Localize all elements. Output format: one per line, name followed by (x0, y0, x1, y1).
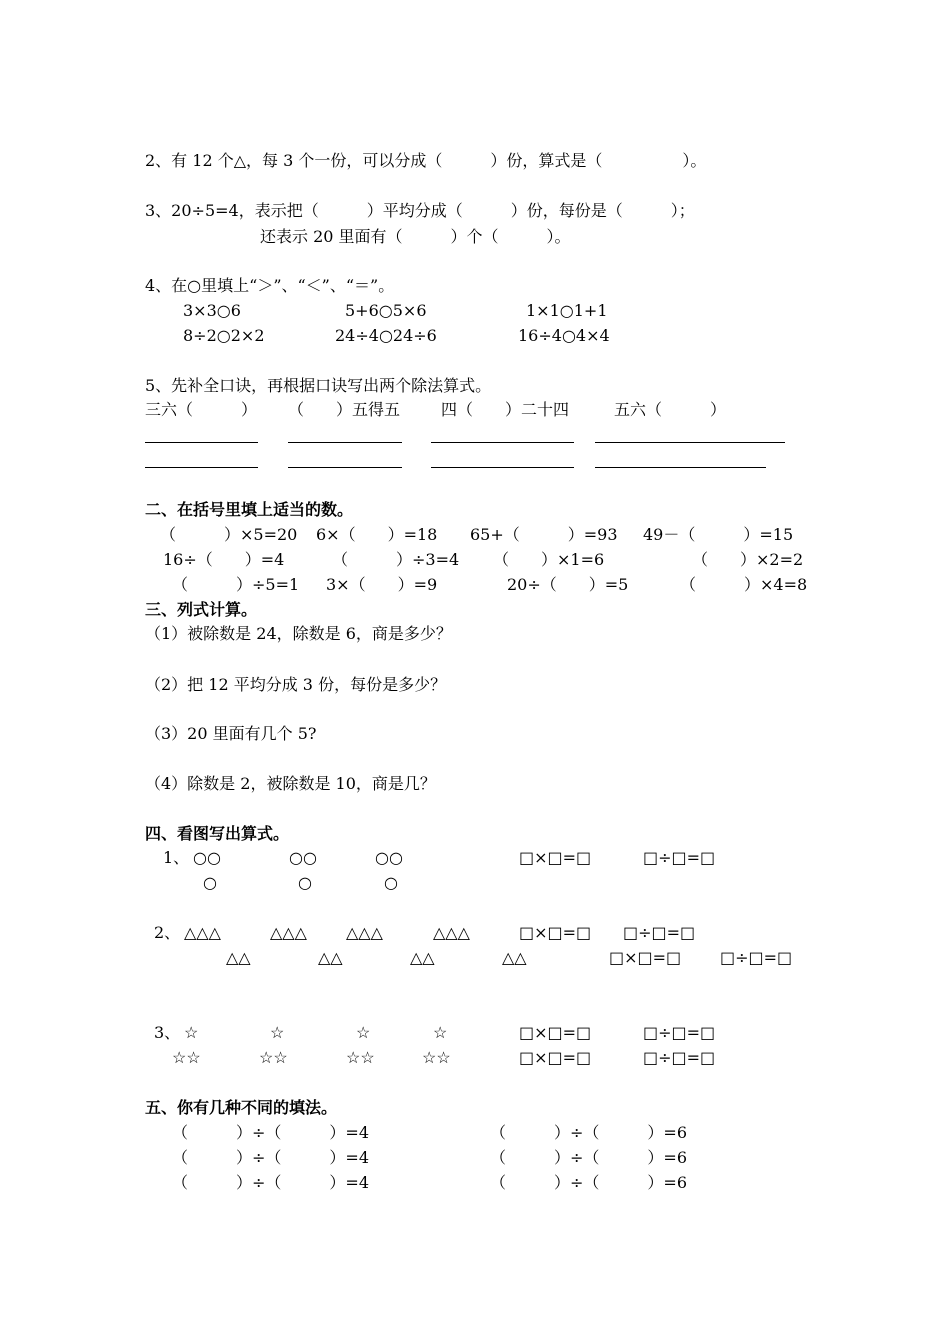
compare-item: 8÷2○2×2 (183, 326, 265, 345)
word-problem: （2）把 12 平均分成 3 份，每份是多少？ (145, 675, 447, 694)
fill-item: （ ）×4=8 (680, 575, 808, 594)
triangle-group: △△△ (433, 923, 470, 942)
fill-item: （ ）×1=6 (493, 550, 605, 569)
compare-item: 3×3○6 (183, 301, 241, 320)
word-problem: （1）被除数是 24，除数是 6，商是多少？ (145, 624, 452, 643)
picture-1-label: 1、 (163, 848, 190, 867)
star-group: ☆☆ (422, 1048, 451, 1067)
fill-item: 3×（ ）=9 (326, 575, 438, 594)
question-3-line-2: 还表示 20 里面有（ ）个（ ）。 (260, 227, 571, 246)
division-fill: （ ）÷（ ）=6 (490, 1148, 687, 1167)
triangle-group: △△△ (346, 923, 383, 942)
rhyme-item: 四（ ）二十四 (441, 400, 570, 419)
star-group: ☆ (184, 1023, 199, 1042)
star-group: ☆ (270, 1023, 285, 1042)
division-fill: （ ）÷（ ）=4 (172, 1173, 369, 1192)
triangle-group: △△△ (184, 923, 221, 942)
multiplication-equation: □×□=□ (519, 1023, 592, 1042)
division-fill: （ ）÷（ ）=4 (172, 1123, 369, 1142)
division-equation: □÷□=□ (643, 1048, 716, 1067)
answer-line[interactable] (595, 442, 785, 443)
circle-group: ○ (203, 873, 217, 892)
word-problem: （3）20 里面有几个 5? (145, 724, 317, 743)
fill-item: 6×（ ）=18 (316, 525, 438, 544)
circle-group: ○ (298, 873, 312, 892)
fill-item: 65+（ ）=93 (470, 525, 618, 544)
rhyme-item: （ ）五得五 (288, 400, 401, 419)
question-5-title: 5、先补全口诀，再根据口诀写出两个除法算式。 (145, 376, 492, 395)
word-problem: （4）除数是 2，被除数是 10，商是几？ (145, 774, 436, 793)
rhyme-item: 五六（ ） (614, 400, 727, 419)
star-group: ☆ (433, 1023, 448, 1042)
question-3-line-1: 3、20÷5=4，表示把（ ）平均分成（ ）份，每份是（ ）； (145, 201, 695, 220)
circle-group: ○ (384, 873, 398, 892)
compare-item: 5+6○5×6 (345, 301, 427, 320)
fill-item: （ ）×5=20 (160, 525, 298, 544)
question-2: 2、有 12 个△，每 3 个一份，可以分成（ ）份，算式是（ ）。 (145, 151, 707, 170)
fill-item: （ ）÷5=1 (172, 575, 300, 594)
division-equation: □÷□=□ (720, 948, 793, 967)
fill-item: （ ）÷3=4 (332, 550, 460, 569)
division-fill: （ ）÷（ ）=6 (490, 1123, 687, 1142)
answer-line[interactable] (595, 467, 766, 468)
section-2-title: 二、在括号里填上适当的数。 (145, 500, 354, 519)
fill-item: 20÷（ ）=5 (507, 575, 629, 594)
triangle-group: △△ (410, 948, 435, 967)
multiplication-equation: □×□=□ (609, 948, 682, 967)
star-group: ☆☆ (172, 1048, 201, 1067)
triangle-group: △△ (502, 948, 527, 967)
star-group: ☆☆ (346, 1048, 375, 1067)
star-group: ☆☆ (259, 1048, 288, 1067)
fill-item: （ ）×2=2 (692, 550, 804, 569)
circle-group: ○○ (289, 848, 317, 867)
fill-item: 49－（ ）=15 (643, 525, 794, 544)
rhyme-item: 三六（ ） (145, 400, 258, 419)
multiplication-equation: □×□=□ (519, 1048, 592, 1067)
question-4-title: 4、在○里填上“＞”、“＜”、“＝”。 (145, 276, 395, 295)
picture-3-label: 3、 (154, 1023, 181, 1042)
answer-line[interactable] (145, 442, 258, 443)
triangle-group: △△△ (270, 923, 307, 942)
answer-line[interactable] (288, 442, 402, 443)
section-4-title: 四、看图写出算式。 (145, 824, 290, 843)
answer-line[interactable] (431, 442, 574, 443)
answer-line[interactable] (288, 467, 402, 468)
multiplication-equation: □×□=□ (519, 923, 592, 942)
circle-group: ○○ (375, 848, 403, 867)
fill-item: 16÷（ ）=4 (163, 550, 285, 569)
multiplication-equation: □×□=□ (519, 848, 592, 867)
compare-item: 1×1○1+1 (526, 301, 608, 320)
division-equation: □÷□=□ (643, 848, 716, 867)
circle-group: ○○ (193, 848, 221, 867)
section-3-title: 三、列式计算。 (145, 600, 258, 619)
division-equation: □÷□=□ (623, 923, 696, 942)
triangle-group: △△ (226, 948, 251, 967)
compare-item: 16÷4○4×4 (518, 326, 610, 345)
division-fill: （ ）÷（ ）=6 (490, 1173, 687, 1192)
compare-item: 24÷4○24÷6 (335, 326, 437, 345)
star-group: ☆ (356, 1023, 371, 1042)
section-5-title: 五、你有几种不同的填法。 (145, 1098, 338, 1117)
answer-line[interactable] (431, 467, 574, 468)
answer-line[interactable] (145, 467, 258, 468)
division-fill: （ ）÷（ ）=4 (172, 1148, 369, 1167)
triangle-group: △△ (318, 948, 343, 967)
division-equation: □÷□=□ (643, 1023, 716, 1042)
picture-2-label: 2、 (154, 923, 181, 942)
